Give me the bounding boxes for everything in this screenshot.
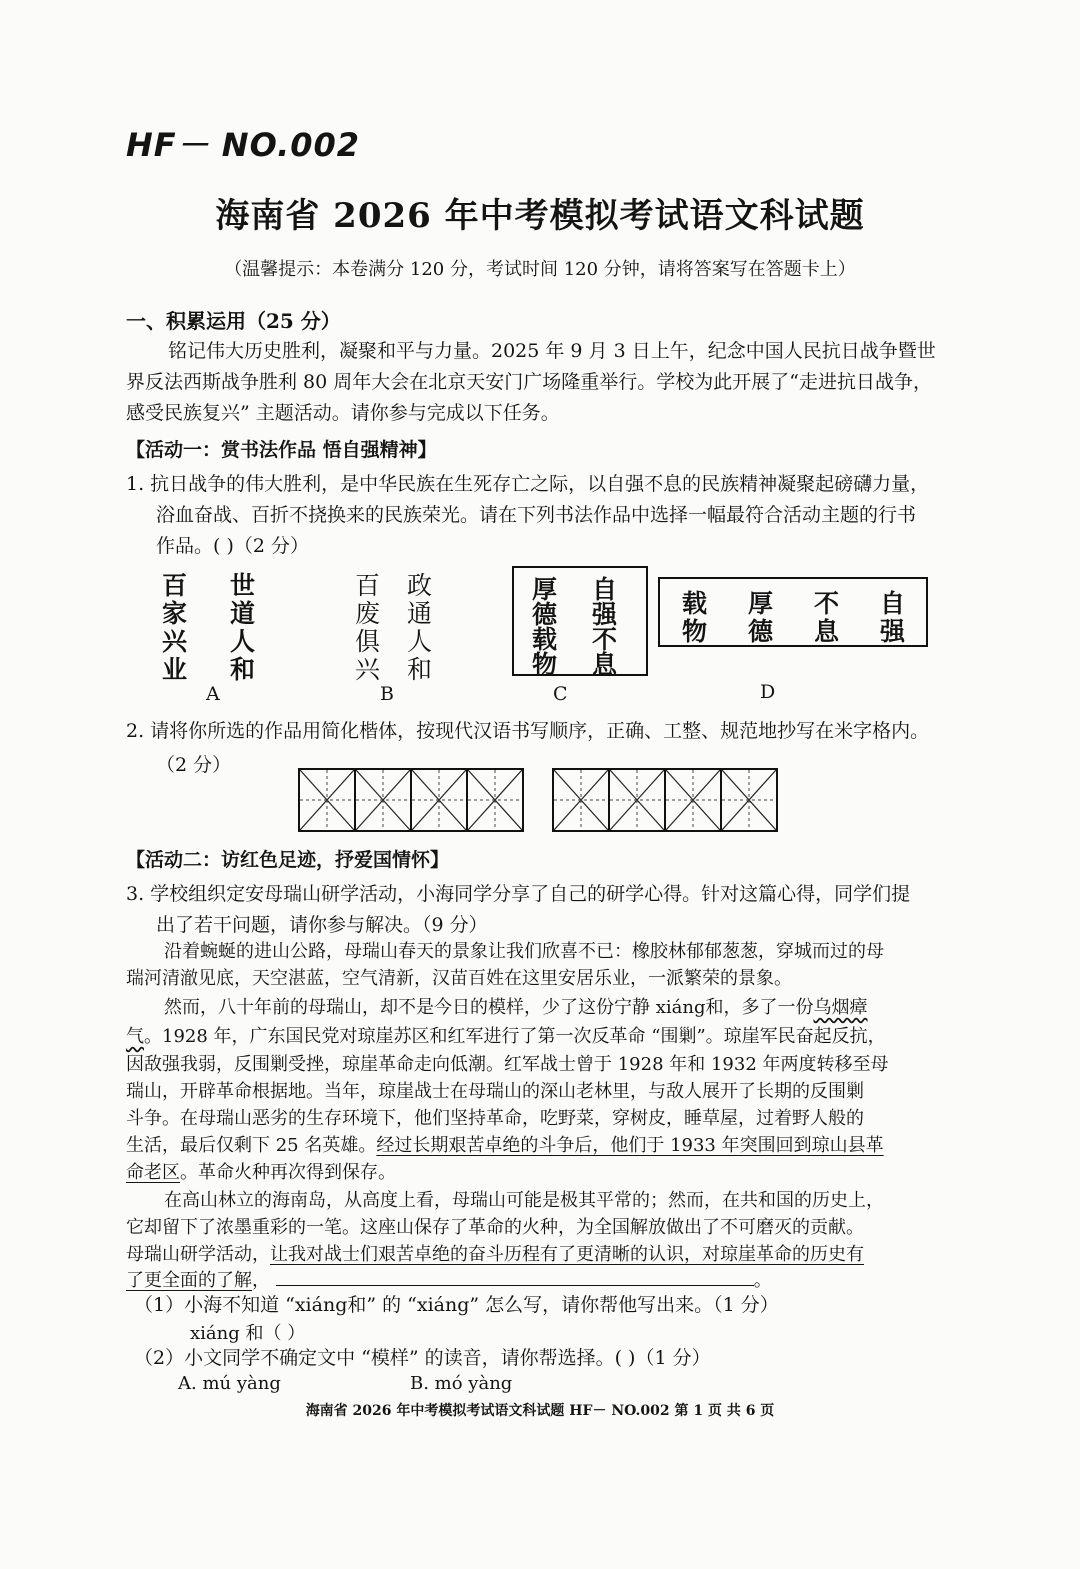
underlined-sentence: 命老区: [126, 1162, 180, 1183]
mizi-cell[interactable]: [300, 770, 356, 830]
calligraphy-char: 废: [355, 599, 381, 628]
calligraphy-char: 物: [682, 617, 708, 646]
intro-line: 铭记伟大历史胜利，凝聚和平与力量。2025 年 9 月 3 日上午，纪念中国人民抗日战争暨世: [168, 340, 936, 362]
calligraphy-char: 百: [355, 571, 381, 600]
activity-heading: 【活动二：访红色足迹，抒爱国情怀】: [126, 849, 450, 871]
passage-text: 生活，最后仅剩下 25 名英雄。: [126, 1135, 377, 1156]
calligraphy-char: 世: [230, 571, 256, 600]
calligraphy-char: 厚: [532, 575, 558, 604]
underlined-sentence: 了更全面的了解: [126, 1270, 252, 1291]
calligraphy-char: 道: [230, 599, 256, 628]
calligraphy-char: 人: [230, 627, 256, 656]
choice-b[interactable]: B. mó yàng: [410, 1373, 513, 1394]
intro-line: 感受民族复兴” 主题活动。请你参与完成以下任务。: [126, 402, 560, 424]
option-label: B: [380, 683, 394, 705]
mizi-guide-lines: [468, 770, 522, 830]
mizi-cell[interactable]: [610, 770, 666, 830]
calligraphy-char: 人: [407, 627, 433, 656]
option-label: C: [553, 683, 568, 705]
underlined-sentence: 经过长期艰苦卓绝的斗争后，他们于 1933 年突围回到琼山县革: [376, 1135, 884, 1156]
mizi-cell[interactable]: [666, 770, 722, 830]
answer-blank[interactable]: xiáng 和（ ）: [190, 1323, 306, 1344]
mizi-guide-lines: [300, 770, 354, 830]
calligraphy-char: 自: [880, 589, 906, 618]
passage-line: 瑞河清澈见底，天空湛蓝，空气清新，汉苗百姓在这里安居乐业，一派繁荣的景象。: [126, 968, 792, 989]
calligraphy-char: 德: [532, 600, 558, 629]
calligraphy-char: 兴: [355, 655, 381, 684]
mizi-cell[interactable]: [554, 770, 610, 830]
choice-a[interactable]: A. mú yàng: [178, 1373, 281, 1394]
question-text: （2 分）: [156, 754, 232, 776]
sub-question: （2）小文同学不确定文中 “模样” 的读音，请你帮选择。( )（1 分）: [134, 1347, 711, 1369]
passage-line: 瑞山，开辟革命根据地。当年，琼崖战士在母瑞山的深山老林里，与敌人展开了长期的反围剿: [126, 1081, 864, 1102]
calligraphy-char: 载: [682, 589, 708, 618]
calligraphy-char: 厚: [748, 589, 774, 618]
question-text: 作品。( )（2 分）: [156, 535, 309, 557]
question-text: 2. 请将你所选的作品用简化楷体，按现代汉语书写顺序，正确、工整、规范地抄写在米字格内。: [126, 720, 930, 742]
wavy-underlined-phrase: 乌烟瘴: [813, 997, 868, 1018]
wavy-underlined-phrase: 气: [126, 1026, 144, 1047]
calligraphy-char: 不: [814, 589, 840, 618]
calligraphy-char: 和: [230, 655, 256, 684]
mizi-guide-lines: [356, 770, 410, 830]
calligraphy-char: 家: [162, 599, 188, 628]
passage-line: 沿着蜿蜒的进山公路，母瑞山春天的景象让我们欣喜不已：橡胶林郁郁葱葱，穿城而过的母: [164, 941, 884, 962]
calligraphy-char: 息: [814, 617, 840, 646]
calligraphy-char: 息: [592, 650, 618, 679]
mizi-guide-lines: [610, 770, 664, 830]
question-text: 出了若干问题，请你参与解决。（9 分）: [156, 914, 488, 936]
underlined-sentence: 让我对战士们艰苦卓绝的奋斗历程有了更清晰的认识，对琼崖革命的历史有: [270, 1244, 864, 1265]
mizi-cell[interactable]: [356, 770, 412, 830]
activity-heading: 【活动一：赏书法作品 悟自强精神】: [126, 439, 437, 461]
calligraphy-char: 兴: [162, 627, 188, 656]
question-text: 3. 学校组织定安母瑞山研学活动，小海同学分享了自己的研学心得。针对这篇心得，同学们提: [126, 883, 911, 905]
passage-text: 母瑞山研学活动，: [126, 1244, 270, 1265]
mizi-cell[interactable]: [412, 770, 468, 830]
calligraphy-char: 百: [162, 571, 188, 600]
exam-tip: （温馨提示：本卷满分 120 分，考试时间 120 分钟，请将答案写在答题卡上）: [224, 259, 856, 280]
calligraphy-char: 和: [407, 655, 433, 684]
calligraphy-char: 通: [407, 599, 433, 628]
mizi-guide-lines: [554, 770, 608, 830]
passage-line: [126, 1158, 396, 1184]
mizi-grid-right: [552, 768, 778, 832]
passage-text: 。革命火种再次得到保存。: [180, 1162, 396, 1183]
paper-code: HF－ NO.002: [126, 126, 361, 164]
passage-text: 然而，八十年前的母瑞山，却不是今日的模样，少了这份宁静 xiáng和，多了一份: [164, 997, 814, 1018]
page-footer: 海南省 2026 年中考模拟考试语文科试题 HF－ NO.002 第 1 页 共 6 页: [305, 1403, 775, 1419]
passage-line: 因敌强我弱，反围剿受挫，琼崖革命走向低潮。红军战士曾于 1928 年和 1932 年两度转移至母: [126, 1054, 889, 1075]
option-label: A: [206, 683, 220, 705]
intro-line: 界反法西斯战争胜利 80 周年大会在北京天安门广场隆重举行。学校为此开展了“走进抗日战争，: [126, 371, 932, 393]
passage-line: [126, 1022, 886, 1048]
mizi-cell[interactable]: [468, 770, 522, 830]
calligraphy-char: 物: [532, 650, 558, 679]
passage-line: [126, 1240, 864, 1266]
sub-question: （1）小海不知道 “xiáng和” 的 “xiáng” 怎么写，请你帮他写出来。（1 分）: [134, 1294, 779, 1316]
passage-line: [164, 993, 867, 1019]
calligraphy-char: 强: [592, 600, 618, 629]
passage-line: 它却留下了浓墨重彩的一笔。这座山保存了革命的火种，为全国解放做出了不可磨灭的贡献。: [126, 1217, 864, 1238]
mizi-guide-lines: [412, 770, 466, 830]
calligraphy-char: 俱: [355, 627, 381, 656]
passage-line: [126, 1266, 772, 1292]
mizi-grid-left: [298, 768, 524, 832]
question-text: 浴血奋战、百折不挠换来的民族荣光。请在下列书法作品中选择一幅最符合活动主题的行书: [156, 504, 917, 526]
passage-text: 。: [753, 1270, 772, 1291]
question-text: 1. 抗日战争的伟大胜利，是中华民族在生死存亡之际，以自强不息的民族精神凝聚起磅礴力量，: [126, 473, 930, 495]
mizi-guide-lines: [666, 770, 720, 830]
mizi-guide-lines: [722, 770, 776, 830]
passage-line: 斗争。在母瑞山恶劣的生存环境下，他们坚持革命，吃野菜，穿树皮，睡草屋，过着野人般的: [126, 1108, 864, 1129]
calligraphy-char: 载: [532, 625, 558, 654]
passage-text: 。1928 年，广东国民党对琼崖苏区和红军进行了第一次反革命 “围剿”。琼崖军民奋起反抗，: [144, 1026, 886, 1047]
passage-text: ，: [252, 1270, 270, 1291]
calligraphy-char: 不: [592, 625, 618, 654]
calligraphy-char: 业: [162, 655, 188, 684]
calligraphy-char: 政: [407, 571, 433, 600]
option-label: D: [760, 681, 776, 703]
passage-line: [126, 1131, 884, 1157]
fill-blank[interactable]: [276, 1267, 754, 1286]
page-title: 海南省 2026 年中考模拟考试语文科试题: [215, 196, 865, 236]
section-heading: 一、积累运用（25 分）: [126, 309, 341, 333]
calligraphy-char: 德: [748, 617, 774, 646]
passage-line: 在高山林立的海南岛，从高度上看，母瑞山可能是极其平常的；然而，在共和国的历史上，: [164, 1190, 884, 1211]
calligraphy-char: 自: [592, 575, 618, 604]
mizi-cell[interactable]: [722, 770, 776, 830]
calligraphy-char: 强: [880, 617, 906, 646]
